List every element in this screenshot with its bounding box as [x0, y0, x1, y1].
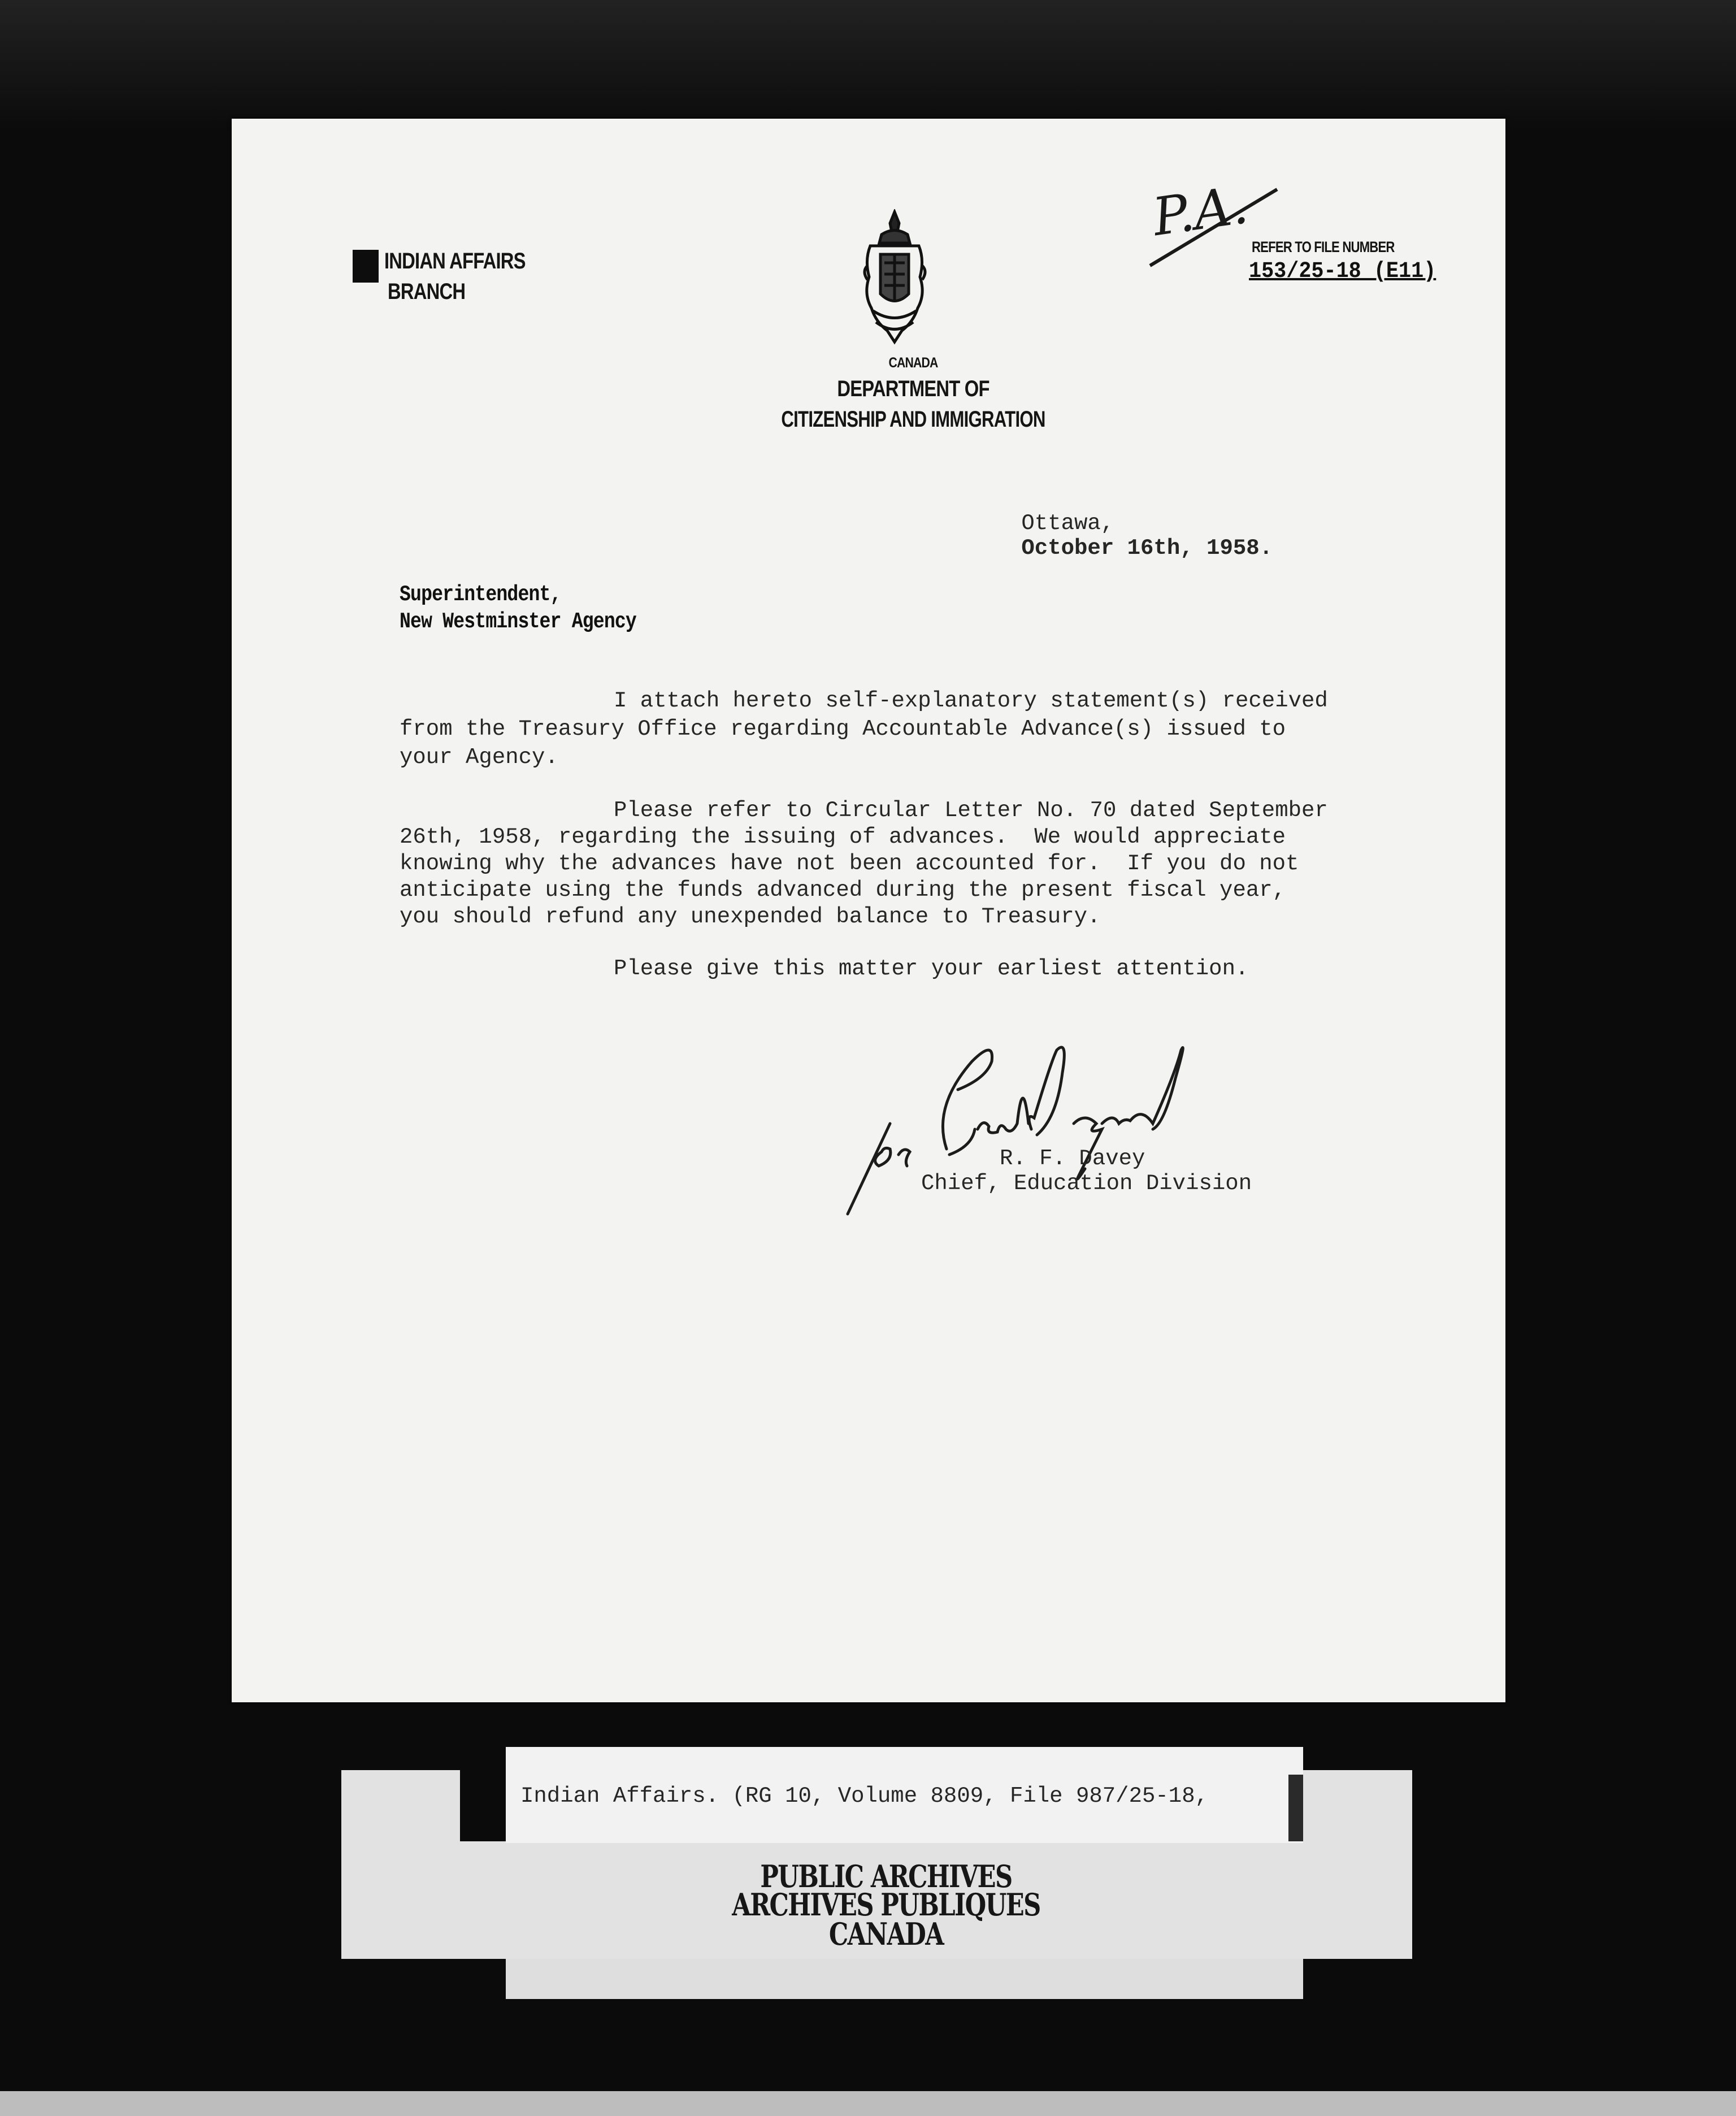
handwritten-initials: P.A. — [1149, 174, 1252, 248]
recipient-line: New Westminster Agency — [400, 609, 636, 634]
body-line: from the Treasury Office regarding Accountable Advance(s) issued to — [400, 717, 1286, 742]
scan-background — [0, 0, 1736, 130]
signer-title: Chief, Education Division — [921, 1171, 1252, 1196]
canada-coat-of-arms-icon — [859, 209, 931, 348]
body-line: you should refund any unexpended balance to Treasury. — [400, 904, 1101, 929]
date-value: October 16th, 1958. — [1021, 536, 1273, 561]
body-line: Please give this matter your earliest attention. — [614, 956, 1249, 981]
body-line: your Agency. — [400, 745, 558, 770]
body-line: knowing why the advances have not been accounted for. If you do not — [400, 851, 1299, 876]
film-edge — [0, 2091, 1736, 2116]
refer-to-file-label: REFER TO FILE NUMBER — [1252, 239, 1395, 255]
letterhead-country: CANADA — [888, 355, 938, 371]
archive-stamp-line: ARCHIVES PUBLIQUES — [732, 1887, 1040, 1923]
body-line: anticipate using the funds advanced during the present fiscal year, — [400, 878, 1286, 903]
archive-stamp-line: PUBLIC ARCHIVES — [760, 1858, 1012, 1894]
body-line: Please refer to Circular Letter No. 70 dated September — [614, 798, 1328, 823]
department-line2: CITIZENSHIP AND IMMIGRATION — [781, 407, 1045, 432]
letter-date — [1000, 501, 1273, 571]
branch-name-line1: INDIAN AFFAIRS — [384, 249, 526, 274]
signer-name: R. F. Davey — [1000, 1146, 1145, 1171]
body-line: 26th, 1958, regarding the issuing of advances. We would appreciate — [400, 825, 1286, 849]
slip-notch — [1288, 1775, 1303, 1841]
branch-name-line2: BRANCH — [388, 279, 466, 304]
body-line: I attach hereto self-explanatory statement(s) received — [614, 688, 1328, 713]
redaction-mark — [353, 250, 379, 283]
file-number: 153/25-18 (E11) — [1249, 259, 1436, 284]
date-place: Ottawa, — [1021, 511, 1114, 536]
slip-notch — [460, 1770, 506, 1841]
recipient-line: Superintendent, — [400, 582, 561, 607]
archive-reference: Indian Affairs. (RG 10, Volume 8809, File 987/25-18, — [520, 1784, 1208, 1809]
archive-stamp-line: CANADA — [828, 1916, 944, 1952]
department-line1: DEPARTMENT OF — [837, 376, 989, 401]
letter-page — [232, 119, 1505, 1702]
